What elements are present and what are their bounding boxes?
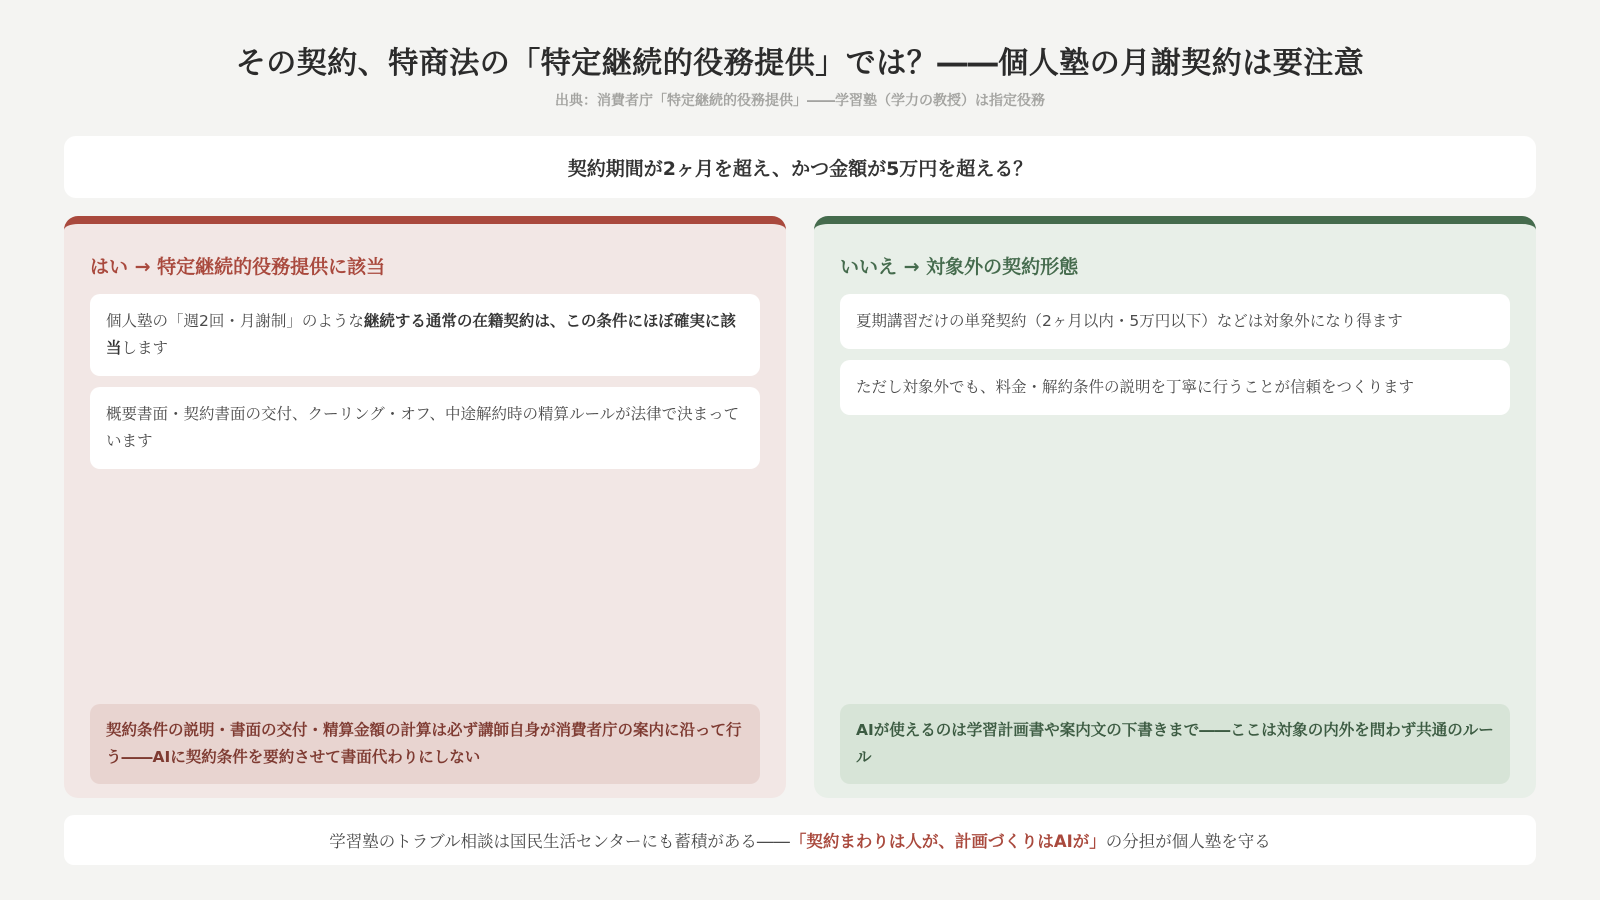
- footer-emphasis: 「契約まわりは人が、計画づくりはAIが」: [789, 832, 1106, 851]
- footer-summary: [64, 815, 1536, 865]
- no-branch-panel: [814, 216, 1536, 798]
- yes-card-enrollment: [90, 294, 760, 376]
- yes-card-enrollment-emphasis: 継続する通常の在籍契約は、この条件にほぼ確実に該当: [106, 312, 736, 357]
- yes-branch-heading: はい → 特定継続的役務提供に該当: [90, 256, 386, 278]
- yes-card-legal-rules: 概要書面・契約書面の交付、クーリング・オフ、中途解約時の精算ルールが法律で決まっています: [90, 387, 760, 469]
- yes-branch-panel: [64, 216, 786, 798]
- page-title: その契約、特商法の「特定継続的役務提供」では？――個人塾の月謝契約は要注意: [235, 46, 1365, 81]
- decision-question: 契約期間が2ヶ月を超え、かつ金額が5万円を超える？: [64, 136, 1536, 198]
- no-branch-heading: いいえ → 対象外の契約形態: [840, 256, 1079, 278]
- yes-branch-note: 契約条件の説明・書面の交付・精算金額の計算は必ず講師自身が消費者庁の案内に沿って行う――AIに契約条件を要約させて書面代わりにしない: [90, 704, 760, 784]
- yes-branch-cards: [90, 294, 760, 480]
- no-card-single-contract: 夏期講習だけの単発契約（2ヶ月以内・5万円以下）などは対象外になり得ます: [840, 294, 1510, 349]
- no-branch-cards: [840, 294, 1510, 426]
- yes-card-enrollment-text: 個人塾の「週2回・月謝制」のような: [106, 312, 364, 330]
- no-branch-note: AIが使えるのは学習計画書や案内文の下書きまで――ここは対象の内外を問わず共通のルール: [840, 704, 1510, 784]
- source-caption: 出典：消費者庁「特定継続的役務提供」――学習塾（学力の教授）は指定役務: [555, 93, 1045, 109]
- footer-text-end: の分担が個人塾を守る: [1105, 832, 1271, 851]
- yes-card-enrollment-suffix: します: [121, 339, 169, 357]
- no-card-trust: ただし対象外でも、料金・解約条件の説明を丁寧に行うことが信頼をつくります: [840, 360, 1510, 415]
- footer-text: 学習塾のトラブル相談は国民生活センターにも蓄積がある――: [329, 832, 790, 851]
